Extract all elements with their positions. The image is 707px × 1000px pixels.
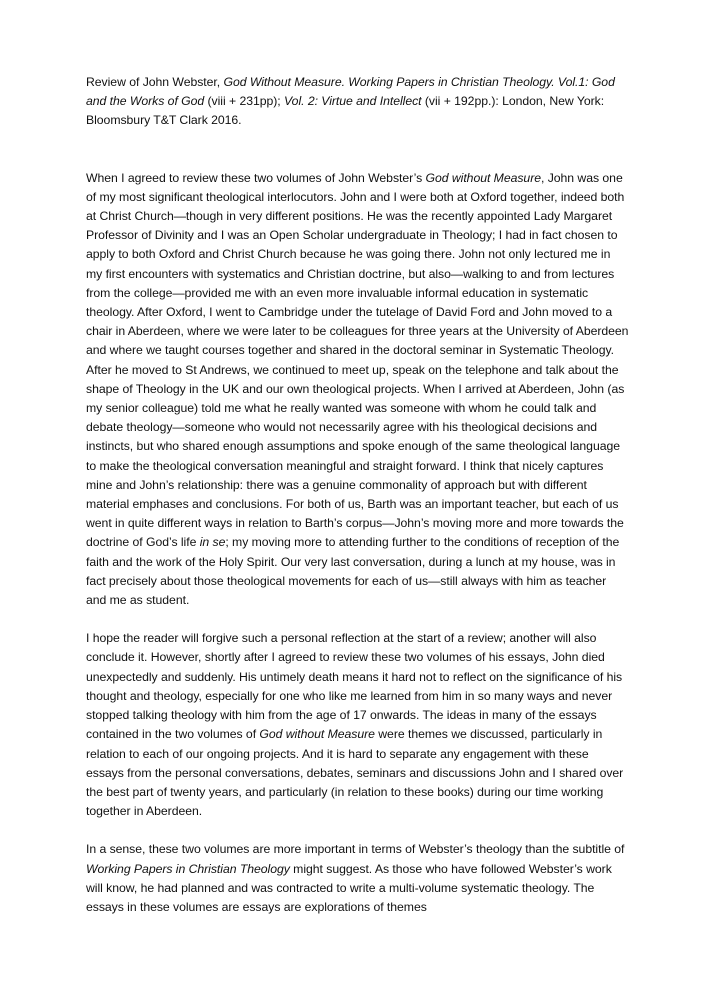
paragraph-text: were themes we discussed, particularly in relation to each of our ongoing projects. And it is hard to separate any engagement with these essays from the personal conversations, debates, seminars and discussions John and I shared over the best part of twenty years, and particularly (in relation to these books) during our time working together in Aberdeen. [86, 727, 624, 819]
citation-prefix: Review of John Webster, [86, 75, 224, 89]
citation-pages-vol2: (vii + 192pp.): London, New York: Bloomsbury T&T Clark 2016. [86, 94, 605, 128]
paragraph-2 [86, 629, 629, 821]
review-citation [86, 73, 629, 131]
citation-title-vol1: God Without Measure. Working Papers in Christian Theology. Vol.1: God and the Works of God [86, 75, 615, 109]
paragraph-text: In a sense, these two volumes are more important in terms of Webster’s theology than the subtitle of [86, 842, 625, 857]
paragraph-text: , John was one of my most significant theological interlocutors. John and I were both at Oxford together, indeed both at Christ Church—though in very different positions. He was the recently appointed Lady Margaret Professor of Divinity and I was an Open Scholar undergraduate in Theology; I had in fact chosen to apply to both Oxford and Christ Church because he was going there. John not only lectured me in my first encounters with systematics and Christian doctrine, but also—walking to and from lectures from the college—provided me with an even more invaluable informal education in systematic theology. After Oxford, I went to Cambridge under the tutelage of David Ford and John moved to a chair in Aberdeen, where we were later to be colleagues for three years at the University of Aberdeen and where we taught courses together and shared in the doctoral seminar in Systematic Theology. After he moved to St Andrews, we continued to meet up, speak on the telephone and talk about the shape of Theology in the UK and our own theological projects. When I arrived at Aberdeen, John (as my senior colleague) told me what he really wanted was someone with whom he could talk and debate theology—someone who would not necessarily agree with his theological decisions and instincts, but who shared enough assumptions and spoke enough of the same theological language to make the theological conversation meaningful and straight forward. I think that nicely captures mine and John’s relationship: there was a genuine commonality of approach but with different material emphases and conclusions. For both of us, Barth was an important teacher, but each of us went in quite different ways in relation to Barth’s corpus—John’s moving more and more towards the doctrine of God’s life [86, 170, 629, 550]
italic-book-title: God without Measure [425, 170, 541, 185]
italic-subtitle: Working Papers in Christian Theology [86, 861, 290, 876]
italic-phrase: in se [199, 535, 226, 550]
paragraph-1 [86, 169, 629, 611]
paragraph-text: When I agreed to review these two volumes of John Webster’s [86, 170, 426, 185]
citation-title-vol2: Vol. 2: Virtue and Intellect [284, 94, 422, 109]
paragraph-text: ; my moving more to attending further to the conditions of reception of the faith and the work of the Holy Spirit. Our very last conversation, during a lunch at my house, was in fact precisely about those theological movements for each of us—still always with him as teacher and me as student. [86, 535, 620, 608]
paragraph-text: I hope the reader will forgive such a personal reflection at the start of a review; another will also conclude it. However, shortly after I agreed to review these two volumes of his essays, John died unexpectedly and suddenly. His untimely death means it hard not to reflect on the significance of his thought and theology, especially for one who like me learned from him in so many ways and never stopped talking theology with him from the age of 17 onwards. The ideas in many of the essays contained in the two volumes of [86, 631, 623, 742]
paragraph-text: might suggest. As those who have followed Webster’s work will know, he had planned and was contracted to write a multi-volume systematic theology. The essays in these volumes are essays are explorations of themes [86, 861, 612, 914]
citation-pages-vol1: (viii + 231pp); [204, 94, 285, 109]
italic-book-title: God without Measure [259, 727, 375, 742]
paragraph-3 [86, 840, 629, 917]
